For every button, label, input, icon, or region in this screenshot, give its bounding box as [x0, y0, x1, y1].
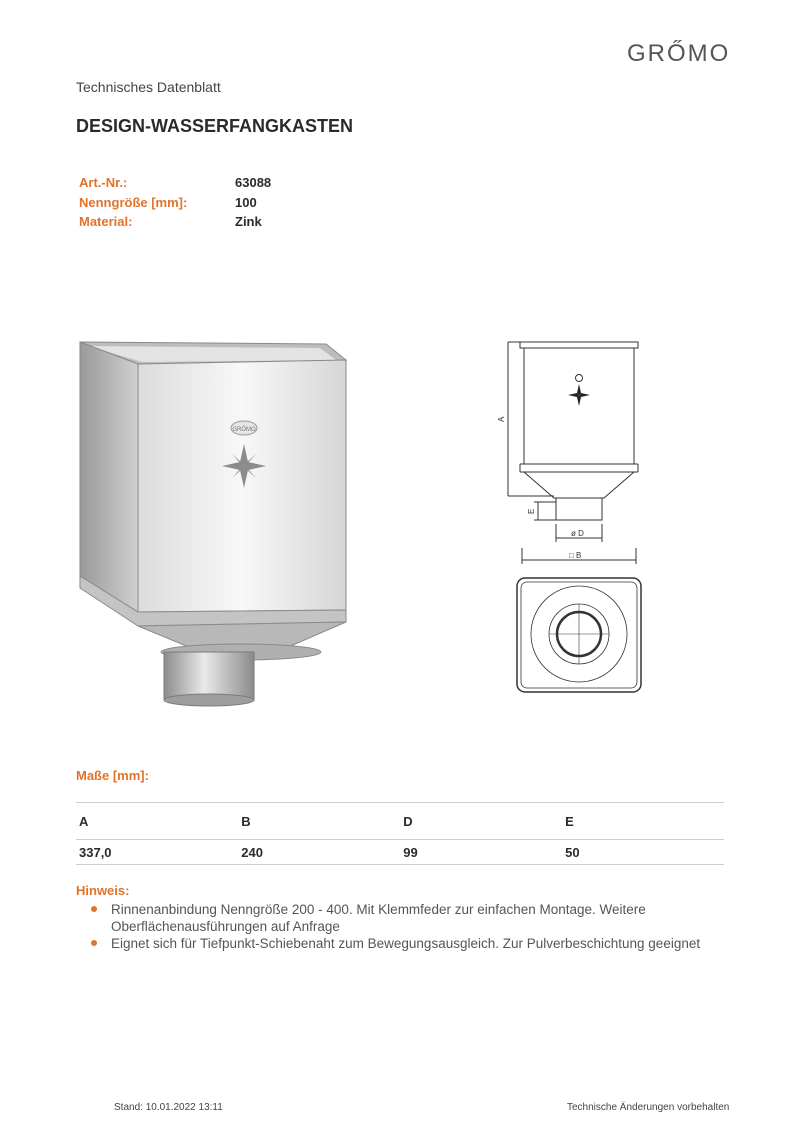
dimensions-heading: Maße [mm]:	[76, 768, 149, 783]
dimension-label-a: A	[497, 416, 506, 422]
photo-logo-badge: GRŐMO	[232, 427, 256, 433]
spec-value-nominal-size: 100	[235, 195, 257, 210]
dimension-label-e: E	[527, 508, 536, 514]
list-item	[76, 901, 736, 935]
table-row	[76, 840, 724, 865]
spec-value-article-number: 63088	[235, 175, 272, 190]
brand-logo: GRŐMO	[627, 40, 731, 67]
table-cell: 240	[238, 840, 400, 865]
footer-disclaimer: Technische Änderungen vorbehalten	[567, 1102, 730, 1113]
bullet-icon	[91, 906, 97, 912]
technical-drawing-top	[515, 576, 643, 694]
note-text: Eignet sich für Tiefpunkt-Schiebenaht zum Bewegungsausgleich. Zur Pulverbeschichtung geeignet	[111, 936, 701, 951]
bullet-icon	[91, 940, 97, 946]
table-cell: 99	[400, 840, 562, 865]
dimension-label-b: □ B	[569, 551, 582, 560]
table-cell: 50	[562, 840, 724, 865]
table-header-row	[76, 803, 724, 840]
footer-stand-date: Stand: 10.01.2022 13:11	[114, 1102, 223, 1113]
product-photo	[76, 336, 350, 708]
technical-drawing-side	[494, 338, 654, 568]
list-item	[76, 935, 736, 952]
table-header-cell: E	[562, 803, 724, 840]
dimensions-table	[76, 802, 724, 865]
spec-label-nominal-size: Nenngröße [mm]:	[79, 195, 188, 210]
notes-heading: Hinweis:	[76, 883, 130, 898]
notes-list	[76, 901, 736, 952]
table-cell: 337,0	[76, 840, 238, 865]
product-title: DESIGN-WASSERFANGKASTEN	[76, 116, 354, 136]
spec-value-material: Zink	[235, 214, 262, 229]
table-header-cell: A	[76, 803, 238, 840]
table-header-cell: B	[238, 803, 400, 840]
dimension-label-d: ø D	[571, 529, 584, 538]
spec-label-article-number: Art.-Nr.:	[79, 175, 128, 190]
table-header-cell: D	[400, 803, 562, 840]
document-type: Technisches Datenblatt	[76, 79, 221, 95]
spec-label-material: Material:	[79, 214, 133, 229]
note-text: Rinnenanbindung Nenngröße 200 - 400. Mit Klemmfeder zur einfachen Montage. Weitere Oberflächenausführungen auf Anfrage	[111, 902, 646, 934]
